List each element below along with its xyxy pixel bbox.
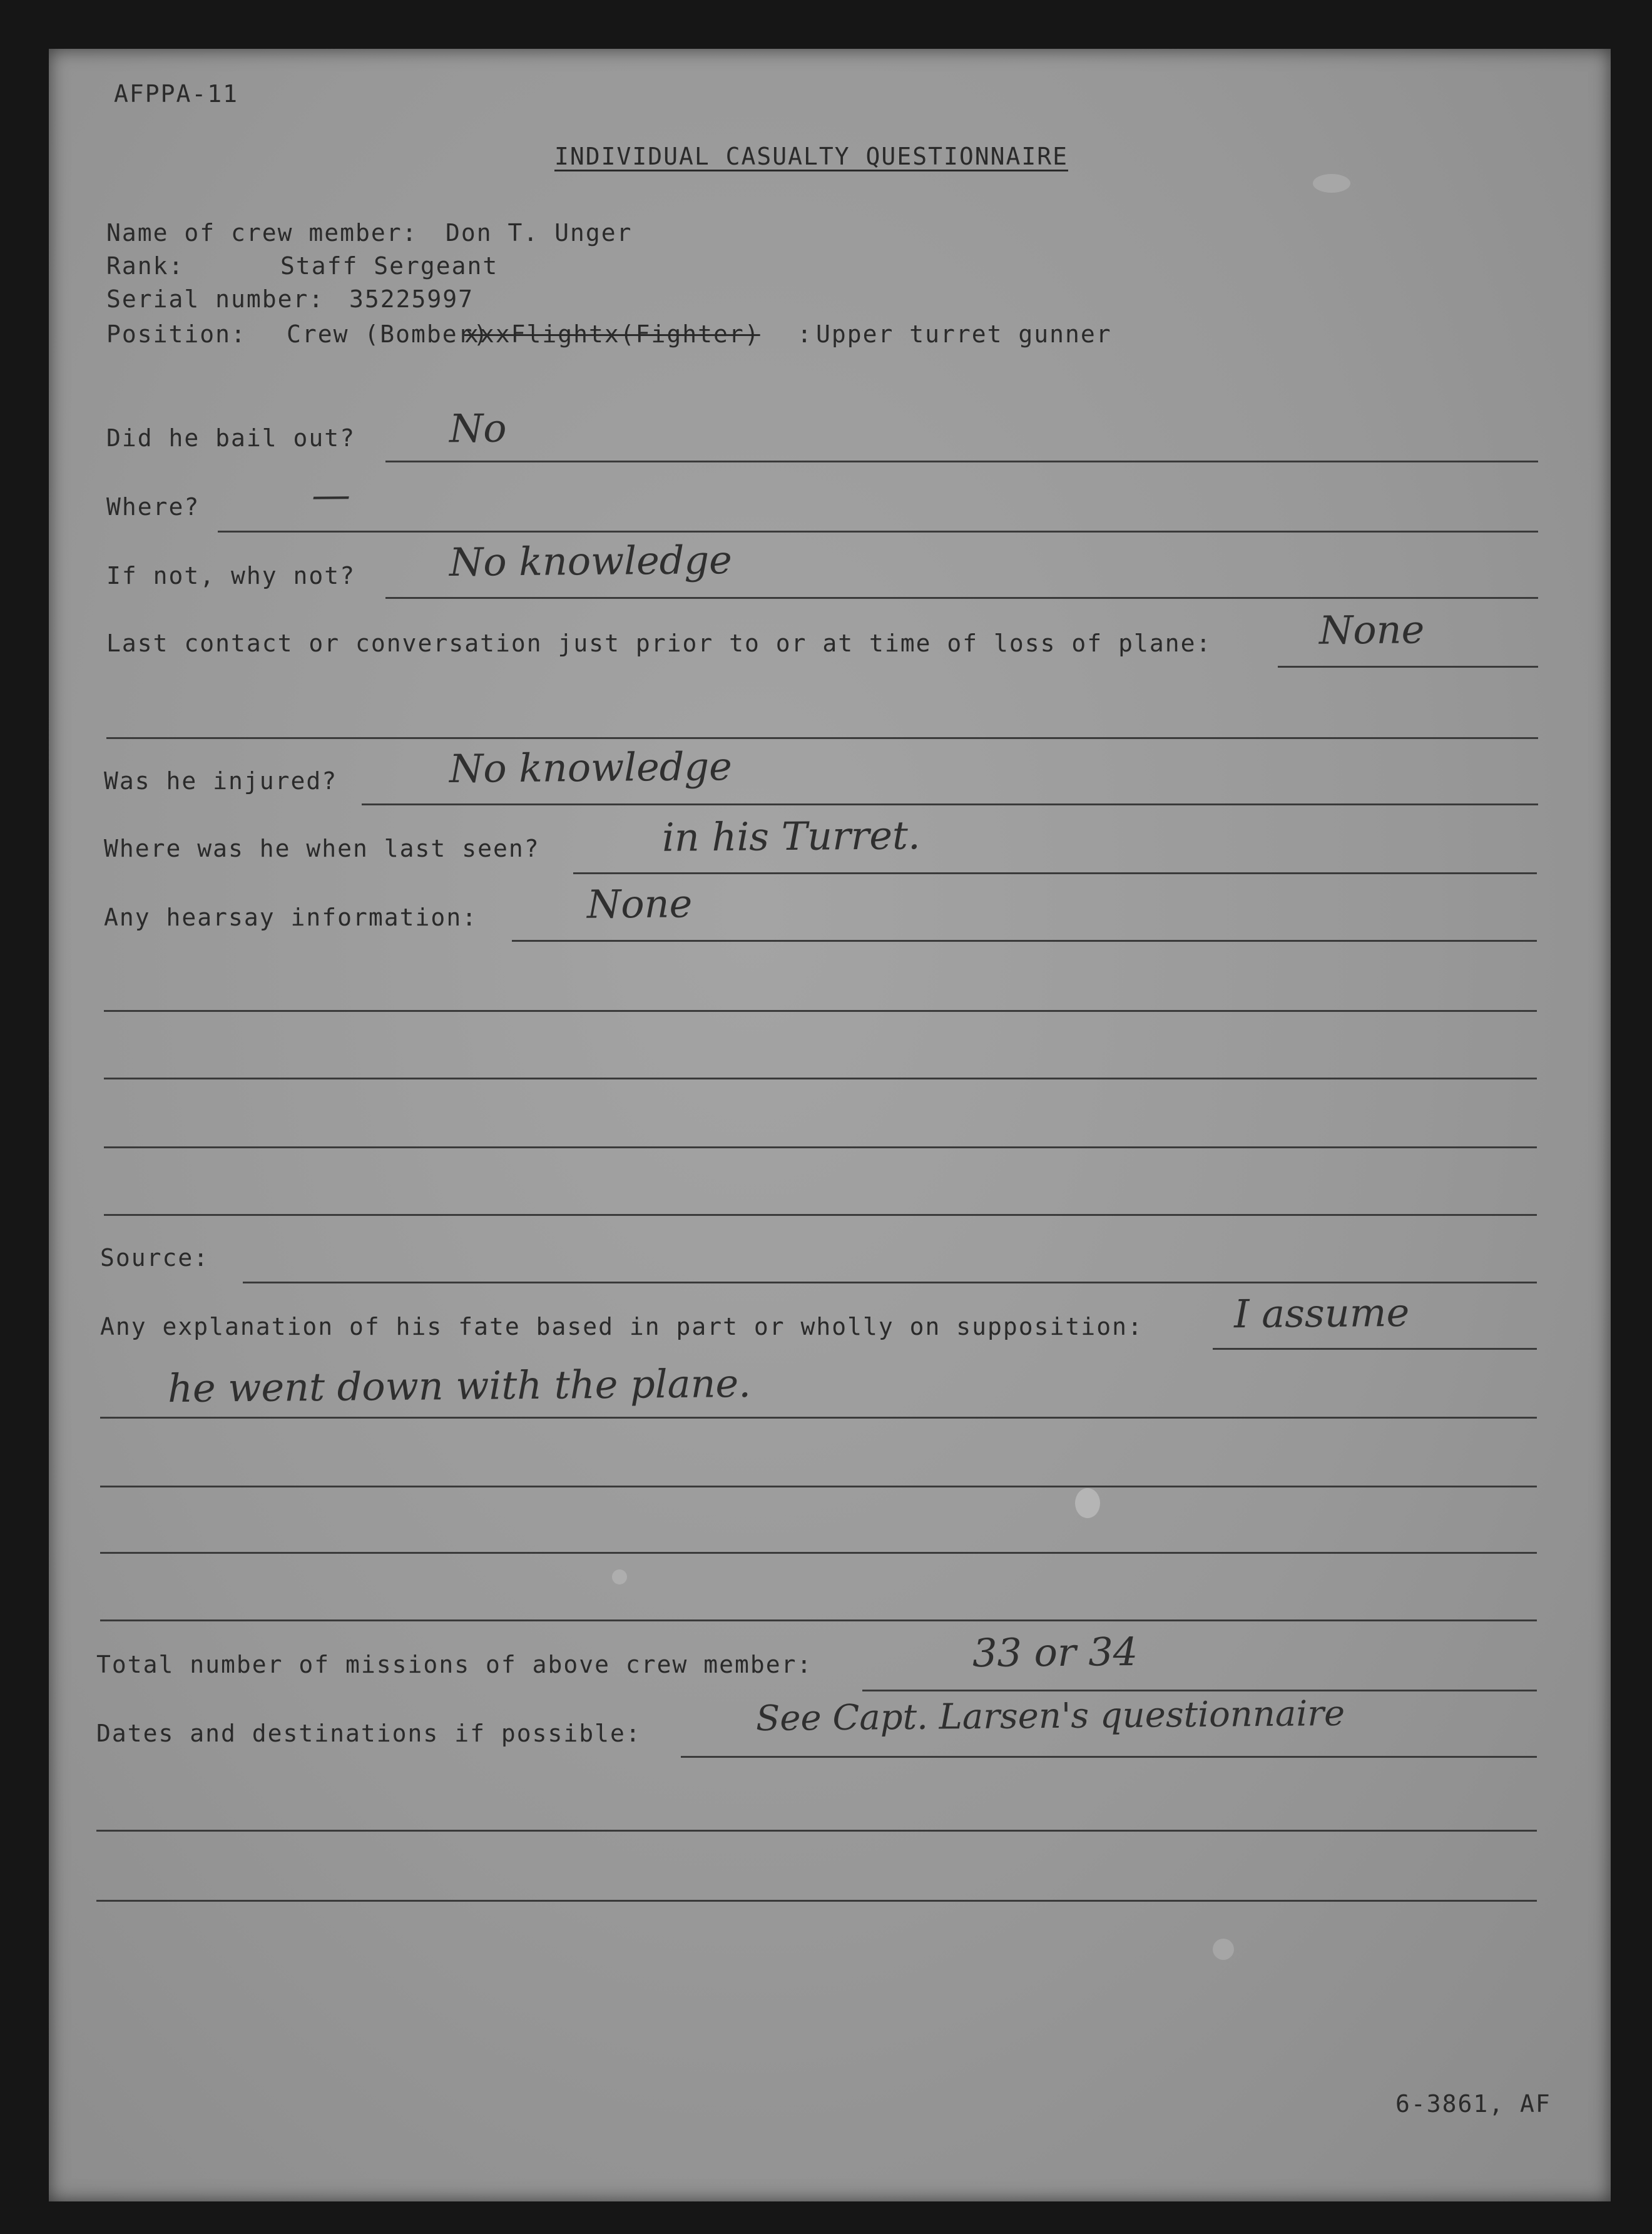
name-label: Name of crew member: — [106, 219, 418, 247]
form-title: INDIVIDUAL CASUALTY QUESTIONNAIRE — [554, 143, 1068, 170]
where-line — [218, 531, 1538, 533]
position-crew: Crew (Bomber) — [287, 320, 489, 348]
serial-value: 35225997 — [349, 285, 474, 313]
bail-out-line — [385, 461, 1538, 462]
hearsay-line-5 — [104, 1214, 1537, 1216]
dates-line-2 — [96, 1830, 1537, 1832]
why-not-line — [385, 597, 1538, 599]
position-label: Position: — [106, 320, 247, 348]
source-label: Source: — [100, 1244, 210, 1272]
position-value: Upper turret gunner — [816, 320, 1112, 348]
explanation-answer-1: I assume — [1233, 1289, 1410, 1337]
explanation-line-5 — [100, 1619, 1537, 1621]
source-line — [243, 1282, 1537, 1283]
injured-line — [362, 803, 1538, 805]
questionnaire-page — [49, 49, 1611, 2201]
last-seen-line — [573, 872, 1537, 874]
footer-code: 6-3861, AF — [1395, 2090, 1551, 2118]
missions-answer: 33 or 34 — [972, 1628, 1138, 1676]
last-seen-label: Where was he when last seen? — [104, 835, 540, 862]
form-code: AFPPA-11 — [114, 80, 239, 108]
explanation-line-2 — [100, 1417, 1537, 1419]
hearsay-line-4 — [104, 1146, 1537, 1148]
last-contact-line-2 — [106, 737, 1538, 739]
missions-label: Total number of missions of above crew member: — [96, 1651, 813, 1678]
where-answer: — — [311, 471, 351, 518]
dates-line-3 — [96, 1900, 1537, 1902]
hearsay-answer: None — [586, 880, 693, 927]
last-seen-answer: in his Turret. — [661, 812, 920, 860]
name-value: Don T. Unger — [446, 219, 633, 247]
dates-answer: See Capt. Larsen's questionnaire — [755, 1693, 1345, 1740]
explanation-line-4 — [100, 1552, 1537, 1554]
hearsay-line — [512, 940, 1537, 942]
injured-answer: No knowledge — [449, 743, 733, 792]
explanation-answer-2: he went down with the plane. — [167, 1360, 752, 1412]
why-not-answer: No knowledge — [449, 537, 733, 585]
injured-label: Was he injured? — [104, 767, 338, 795]
scan-speck — [1313, 174, 1350, 193]
hearsay-label: Any hearsay information: — [104, 904, 478, 931]
scan-speck — [1075, 1488, 1100, 1518]
missions-line — [862, 1690, 1537, 1691]
hearsay-line-2 — [104, 1010, 1537, 1012]
position-struck-text: xxxFlightx(Fighter) — [464, 320, 760, 348]
last-contact-answer: None — [1318, 606, 1425, 653]
explanation-label: Any explanation of his fate based in part or wholly on supposition: — [100, 1313, 1143, 1340]
explanation-line — [1213, 1348, 1537, 1350]
where-label: Where? — [106, 493, 200, 521]
scan-speck — [612, 1569, 627, 1584]
bail-out-label: Did he bail out? — [106, 424, 356, 452]
dates-label: Dates and destinations if possible: — [96, 1720, 641, 1747]
last-contact-line — [1278, 666, 1538, 668]
serial-label: Serial number: — [106, 285, 325, 313]
last-contact-label: Last contact or conversation just prior to or at time of loss of plane: — [106, 630, 1212, 657]
scan-speck — [1213, 1939, 1234, 1960]
rank-value: Staff Sergeant — [280, 252, 499, 280]
dates-line — [681, 1756, 1537, 1758]
rank-label: Rank: — [106, 252, 185, 280]
bail-out-answer: No — [449, 405, 507, 452]
position-suffix: : — [797, 320, 813, 348]
hearsay-line-3 — [104, 1078, 1537, 1079]
explanation-line-3 — [100, 1486, 1537, 1487]
why-not-label: If not, why not? — [106, 562, 356, 589]
